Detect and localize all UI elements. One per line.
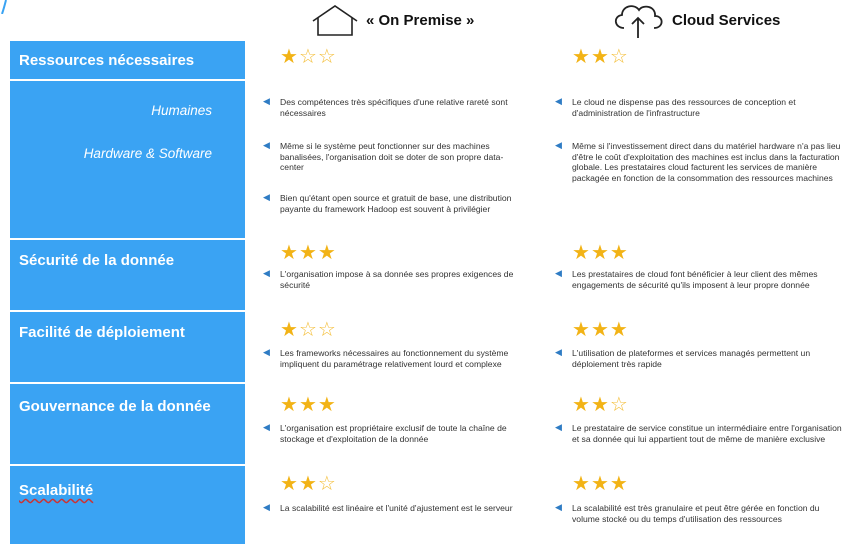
bullet-text: Les prestataires de cloud font bénéficier à leur client des mêmes engagements de sécurité qu'ils imposent à leur propre donnée xyxy=(572,269,818,290)
rating-scalabilite-on-premise xyxy=(280,474,525,494)
star-filled-icon: ★ xyxy=(280,242,299,264)
bullet-deploiement-cloud xyxy=(555,347,842,369)
star-filled-icon: ★ xyxy=(317,394,337,416)
triangle-bullet-icon: ◀ xyxy=(263,422,270,432)
star-filled-icon: ★ xyxy=(572,319,591,341)
divider-line xyxy=(10,79,245,81)
rating-gouvernance-cloud xyxy=(572,395,842,415)
rating-securite-cloud xyxy=(572,243,842,263)
header-cloud xyxy=(610,0,780,40)
criterion-ressources: Ressources nécessaires xyxy=(19,52,195,69)
triangle-bullet-icon: ◀ xyxy=(263,502,270,512)
criterion-securite: Sécurité de la donnée xyxy=(19,252,175,269)
bullet-text: Les frameworks nécessaires au fonctionnement du système impliquent du paramétrage relativement lourd et complexe xyxy=(280,348,509,369)
criterion-deploiement: Facilité de déploiement xyxy=(19,324,185,341)
star-filled-icon: ★ xyxy=(609,473,629,495)
star-filled-icon: ★ xyxy=(298,394,318,416)
bullet-text: La scalabilité est très granulaire et peut être gérée en fonction du volume stocké ou du temps d'utilisation des ressources xyxy=(572,503,820,524)
cloud-upload-icon xyxy=(610,2,666,38)
star-empty-icon: ☆ xyxy=(298,319,318,341)
bullet-deploiement-on-premise xyxy=(263,347,525,369)
star-filled-icon: ★ xyxy=(590,473,610,495)
triangle-bullet-icon: ◀ xyxy=(555,502,562,512)
cloud-title: Cloud Services xyxy=(672,11,781,29)
star-filled-icon: ★ xyxy=(590,46,610,68)
triangle-bullet-icon: ◀ xyxy=(263,96,270,106)
triangle-bullet-icon: ◀ xyxy=(263,347,270,357)
sub-criterion-hardware-software: Hardware & Software xyxy=(83,146,212,161)
star-empty-icon: ☆ xyxy=(609,46,629,68)
bullet-text: Le cloud ne dispense pas des ressources de conception et d'administration de l'infrastructure xyxy=(572,97,796,118)
star-empty-icon: ☆ xyxy=(609,394,629,416)
bullet-gouvernance-on-premise xyxy=(263,422,525,444)
star-filled-icon: ★ xyxy=(572,242,591,264)
criterion-gouvernance: Gouvernance de la donnée xyxy=(19,398,211,415)
bullet-scalabilite-cloud xyxy=(555,502,842,524)
rating-gouvernance-on-premise xyxy=(280,395,525,415)
bullet-text: L'organisation est propriétaire exclusif de toute la chaîne de stockage et d'exploitation de la donnée xyxy=(280,423,507,444)
rating-deploiement-on-premise xyxy=(280,320,525,340)
star-filled-icon: ★ xyxy=(298,473,318,495)
bullet-text: L'utilisation de plateformes et services managés permettent un déploiement très rapide xyxy=(572,348,811,369)
star-filled-icon: ★ xyxy=(590,394,610,416)
triangle-bullet-icon: ◀ xyxy=(555,96,562,106)
rating-ressources-on-premise xyxy=(280,47,525,67)
bullet-hardware-on-premise-1 xyxy=(263,140,525,173)
on-premise-title: « On Premise » xyxy=(366,11,475,29)
star-empty-icon: ☆ xyxy=(317,319,337,341)
bullet-text: Bien qu'étant open source et gratuit de base, une distribution payante du framework Hadoop est souvent à privilégier xyxy=(280,193,512,214)
star-filled-icon: ★ xyxy=(298,242,318,264)
star-filled-icon: ★ xyxy=(280,473,299,495)
bullet-gouvernance-cloud xyxy=(555,422,842,444)
bullet-securite-on-premise xyxy=(263,268,525,290)
star-filled-icon: ★ xyxy=(280,319,299,341)
star-empty-icon: ☆ xyxy=(317,473,337,495)
bullet-text: Même si le système peut fonctionner sur des machines banalisées, l'organisation doit se doter de son propre data-center xyxy=(280,141,504,173)
star-filled-icon: ★ xyxy=(572,46,591,68)
triangle-bullet-icon: ◀ xyxy=(555,347,562,357)
rating-ressources-cloud xyxy=(572,47,842,67)
bullet-hardware-on-premise-2 xyxy=(263,192,525,214)
triangle-bullet-icon: ◀ xyxy=(555,268,562,278)
star-empty-icon: ☆ xyxy=(298,46,318,68)
star-filled-icon: ★ xyxy=(609,319,629,341)
house-icon xyxy=(310,4,360,36)
sidebar-block-gouvernance xyxy=(10,384,245,464)
triangle-bullet-icon: ◀ xyxy=(555,140,562,150)
bullet-securite-cloud xyxy=(555,268,842,290)
sidebar-block-securite xyxy=(10,240,245,310)
star-filled-icon: ★ xyxy=(317,242,337,264)
criterion-scalabilite: Scalabilité xyxy=(19,482,94,499)
bullet-text: Même si l'investissement direct dans du matériel hardware n'a pas lieu d'être le coût d'exploitation des machines est inclus dans la facturation globale. Les prestataires cloud facturent les services de manière packagée en fonction de la consommation des ressources machines xyxy=(572,141,841,183)
star-filled-icon: ★ xyxy=(572,473,591,495)
bullet-humaines-on-premise xyxy=(263,96,525,118)
triangle-bullet-icon: ◀ xyxy=(263,140,270,150)
rating-securite-on-premise xyxy=(280,243,525,263)
sidebar-block-deploiement xyxy=(10,312,245,382)
star-filled-icon: ★ xyxy=(280,394,299,416)
bullet-hardware-cloud xyxy=(555,140,842,183)
star-filled-icon: ★ xyxy=(280,46,299,68)
bullet-text: Le prestataire de service constitue un intermédiaire entre l'organisation et sa donnée qui lui appartient tout de même de manière exclusive xyxy=(572,423,842,444)
sidebar-block-scalabilite xyxy=(10,466,245,544)
rating-deploiement-cloud xyxy=(572,320,842,340)
sub-criterion-humaines: Humaines xyxy=(151,103,212,118)
star-empty-icon: ☆ xyxy=(317,46,337,68)
star-filled-icon: ★ xyxy=(590,319,610,341)
bullet-text: La scalabilité est linéaire et l'unité d'ajustement est le serveur xyxy=(280,503,513,513)
triangle-bullet-icon: ◀ xyxy=(555,422,562,432)
triangle-bullet-icon: ◀ xyxy=(263,268,270,278)
triangle-bullet-icon: ◀ xyxy=(263,192,270,202)
bullet-scalabilite-on-premise xyxy=(263,502,525,514)
rating-scalabilite-cloud xyxy=(572,474,842,494)
star-filled-icon: ★ xyxy=(609,242,629,264)
bullet-humaines-cloud xyxy=(555,96,842,118)
bullet-text: Des compétences très spécifiques d'une relative rareté sont nécessaires xyxy=(280,97,508,118)
header-on-premise xyxy=(310,0,474,40)
star-filled-icon: ★ xyxy=(590,242,610,264)
sidebar-block-ressources xyxy=(10,41,245,238)
corner-line-icon xyxy=(0,0,20,14)
bullet-text: L'organisation impose à sa donnée ses propres exigences de sécurité xyxy=(280,269,514,290)
star-filled-icon: ★ xyxy=(572,394,591,416)
